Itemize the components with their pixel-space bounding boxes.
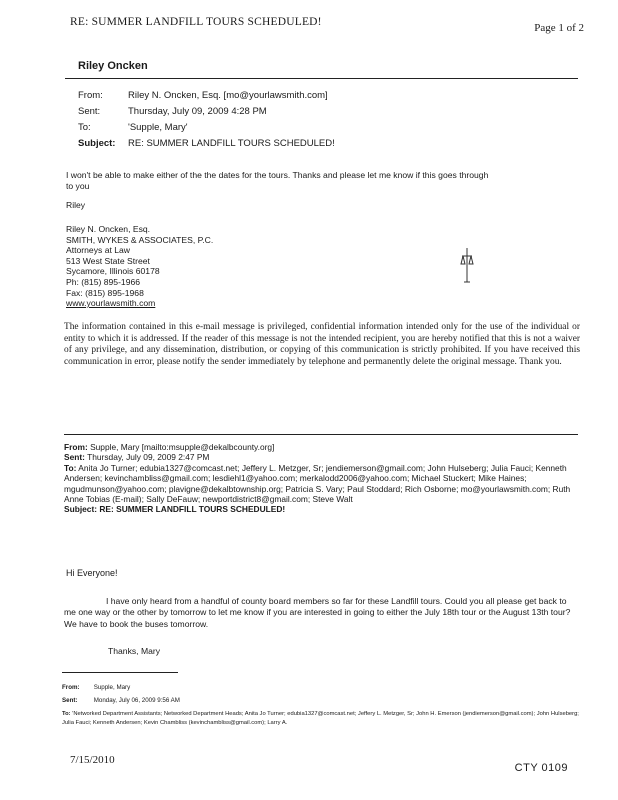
earlier-sent-value: Monday, July 06, 2009 9:56 AM	[93, 697, 180, 704]
fw-sent-label: Sent:	[64, 452, 85, 463]
reply-from-label: From:	[78, 90, 103, 101]
signature-line: 513 West State Street	[66, 255, 150, 266]
earlier-to-row	[62, 710, 582, 728]
signature-block	[66, 224, 213, 309]
reply-sent-label: Sent:	[78, 106, 101, 117]
fw-from-label: From:	[64, 442, 88, 452]
signature-link[interactable]: www.yourlawsmith.com	[66, 298, 156, 309]
fw-to-value: Anita Jo Turner; edubia1327@comcast.net; Jeffery L. Metzger, Sr; jendiemerson@gmail.com; John Hulseberg; Julia Fauci; Kenneth Andersen; kevinchambliss@gmail.com; lesdiehl1@yahoo.com; merkalodd2006@yahoo.com; Michael Stuckert; Mike Haines; mgudmunson@yahoo.com; plavigne@dekalbtownship.org; Patricia S. Vary; Paul Stoddard; Rich Osborne; mo@yourlawsmith.com; Ruth Anne Tobias (E-mail); Sally DeFauw; newportdistrict8@gmail.com; Steve Walt	[64, 462, 571, 505]
signature-line: Ph: (815) 895-1966	[66, 276, 141, 287]
reply-body	[66, 170, 488, 192]
reply-subject-value: RE: SUMMER LANDFILL TOURS SCHEDULED!	[128, 138, 335, 149]
reply-sent-value: Thursday, July 09, 2009 4:28 PM	[128, 106, 267, 117]
fw-subject-value: RE: SUMMER LANDFILL TOURS SCHEDULED!	[99, 504, 286, 515]
page-number: Page 1 of 2	[534, 22, 584, 34]
reply-from-value: Riley N. Oncken, Esq. [mo@yourlawsmith.com]	[128, 90, 328, 101]
document-title: RE: SUMMER LANDFILL TOURS SCHEDULED!	[70, 16, 322, 28]
signature-line: SMITH, WYKES & ASSOCIATES, P.C.	[66, 234, 214, 245]
earlier-from-label: From:	[62, 684, 80, 691]
earlier-to-label: To:	[62, 711, 71, 717]
bates-number: CTY 0109	[514, 762, 568, 774]
print-date: 7/15/2010	[70, 754, 115, 766]
fw-to-label: To:	[64, 462, 77, 473]
scales-of-justice-icon	[460, 246, 474, 286]
header-divider	[65, 78, 578, 79]
reply-body-line1: I won't be able to make either of the the dates for the tours. Thanks and please let me know if this goes through	[66, 170, 489, 180]
earlier-to-value: 'Networked Department Assistants; Networked Department Heads; Anita Jo Turner; edubia1327@comcast.net; Jeffery L. Metzger, Sr; John H. Emerson (jendiemerson@gmail.com); John Hulseberg; Julia Fauci; Kenneth Andersen; Kevin Chambliss (kevinchambliss@gmail.com); Larry A.	[62, 711, 579, 726]
forwarded-header	[64, 442, 580, 515]
earlier-sent-row	[62, 697, 180, 704]
earlier-sent-label: Sent:	[62, 697, 78, 704]
earlier-from-row	[62, 684, 130, 691]
reply-body-line2: to you	[66, 181, 90, 191]
sender-name: Riley Oncken	[78, 60, 148, 72]
fw-sent-value: Thursday, July 09, 2009 2:47 PM	[87, 452, 210, 463]
fw-closing: Thanks, Mary	[108, 646, 161, 656]
confidentiality-notice: The information contained in this e-mail message is privileged, confidential information intended only for the use of the individual or entity to which it is addressed. If the reader of this message is not the intended recipient, you are hereby notified that this is not a waiver of any privilege, and any dissemination, distribution, or copying of this communication is strictly prohibited. If you have received this communication in error, please notify the sender immediately by telephone and permanently delete the original message. Thank you.	[64, 322, 580, 367]
reply-to-value: 'Supple, Mary'	[128, 122, 188, 133]
signature-line: Fax: (815) 895-1968	[66, 287, 144, 298]
reply-to-label: To:	[78, 122, 91, 133]
signature-line: Riley N. Oncken, Esq.	[66, 224, 151, 234]
signature-line: Sycamore, Illinois 60178	[66, 266, 160, 277]
signature-line: Attorneys at Law	[66, 245, 131, 256]
reply-subject-label: Subject:	[78, 138, 116, 149]
earlier-divider	[62, 672, 178, 673]
fw-from-value: Supple, Mary [mailto:msupple@dekalbcounty.org]	[90, 442, 275, 452]
forward-divider	[64, 434, 578, 435]
reply-signoff: Riley	[66, 200, 86, 210]
fw-subject-label: Subject:	[64, 504, 98, 515]
fw-greeting: Hi Everyone!	[66, 568, 118, 578]
fw-body: I have only heard from a handful of county board members so far for these Landfill tours. Could you all please get back to me one way or the other by tomorrow to let me know if you are interested in going to either the July 18th tour or the August 13th tour? We have to book the buses tomorrow.	[64, 596, 571, 629]
earlier-from-value: Supple, Mary	[93, 684, 131, 691]
